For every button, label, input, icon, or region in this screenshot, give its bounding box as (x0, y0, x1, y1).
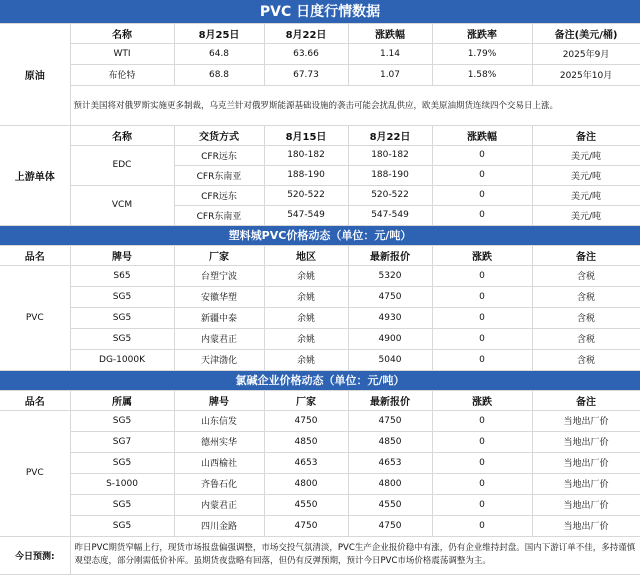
price-change: 0 (432, 145, 532, 165)
ca-col-product: 品名 (0, 390, 70, 410)
crude-change-rate: 1.79% (432, 43, 532, 64)
pc-col-note: 备注 (532, 245, 640, 265)
pc-grade: SG5 (70, 286, 174, 307)
ca-grade: SG7 (70, 431, 174, 452)
pc-note: 含税 (532, 349, 640, 370)
crude-header-row (0, 23, 640, 43)
crude-col-change-rate: 涨跌率 (432, 23, 532, 43)
price-change: 0 (432, 185, 532, 205)
ca-price-a: 4653 (264, 452, 348, 473)
pc-product: PVC (0, 265, 70, 370)
ca-change: 0 (432, 452, 532, 473)
crude-name: WTI (70, 43, 174, 64)
plastic-city-section-title: 塑料城PVC价格动态（单位：元/吨） (0, 225, 640, 245)
pc-col-change: 涨跌 (432, 245, 532, 265)
ca-row (0, 452, 640, 473)
ca-latest-price: 4850 (348, 431, 432, 452)
price-date1: 547-549 (264, 205, 348, 225)
ca-col-note: 备注 (532, 390, 640, 410)
crude-col-change: 涨跌幅 (348, 23, 432, 43)
pc-note: 含税 (532, 265, 640, 286)
delivery-terms: CFR远东 (174, 185, 264, 205)
upstream-col-date2: 8月22日 (348, 125, 432, 145)
page-title: PVC 日度行情数据 (0, 0, 640, 23)
ca-change: 0 (432, 410, 532, 431)
ca-company: 山东信发 (174, 410, 264, 431)
pc-region: 余姚 (264, 265, 348, 286)
pc-col-grade: 牌号 (70, 245, 174, 265)
forecast-row (0, 536, 640, 574)
pc-col-latest-price: 最新报价 (348, 245, 432, 265)
price-date1: 180-182 (264, 145, 348, 165)
ca-price-a: 4550 (264, 494, 348, 515)
pc-latest-price: 5040 (348, 349, 432, 370)
pc-maker: 内蒙君正 (174, 328, 264, 349)
ca-row (0, 473, 640, 494)
monomer-name: EDC (70, 145, 174, 185)
pc-change: 0 (432, 328, 532, 349)
pc-maker: 新疆中泰 (174, 307, 264, 328)
pc-region: 余姚 (264, 286, 348, 307)
upstream-col-date1: 8月15日 (264, 125, 348, 145)
ca-company: 四川金路 (174, 515, 264, 536)
upstream-row (0, 185, 640, 205)
ca-row (0, 494, 640, 515)
pc-note: 含税 (532, 328, 640, 349)
price-change: 0 (432, 165, 532, 185)
unit-note: 美元/吨 (532, 145, 640, 165)
upstream-row (0, 145, 640, 165)
price-change: 0 (432, 205, 532, 225)
ca-price-a: 4750 (264, 410, 348, 431)
price-date2: 547-549 (348, 205, 432, 225)
pc-latest-price: 5320 (348, 265, 432, 286)
delivery-terms: CFR东南亚 (174, 205, 264, 225)
ca-col-latest-price: 最新报价 (348, 390, 432, 410)
price-date1: 188-190 (264, 165, 348, 185)
ca-change: 0 (432, 515, 532, 536)
crude-section-label: 原油 (0, 23, 70, 125)
pc-region: 余姚 (264, 349, 348, 370)
price-date1: 520-522 (264, 185, 348, 205)
pc-change: 0 (432, 307, 532, 328)
pc-col-maker: 厂家 (174, 245, 264, 265)
ca-company: 德州实华 (174, 431, 264, 452)
price-date2: 520-522 (348, 185, 432, 205)
ca-note: 当地出厂价 (532, 452, 640, 473)
ca-latest-price: 4750 (348, 515, 432, 536)
forecast-label: 今日预测: (0, 536, 70, 574)
pc-note: 含税 (532, 286, 640, 307)
ca-col-maker: 厂家 (264, 390, 348, 410)
ca-row (0, 431, 640, 452)
upstream-col-delivery: 交货方式 (174, 125, 264, 145)
ca-grade: SG5 (70, 452, 174, 473)
crude-price-1: 68.8 (174, 64, 264, 85)
pc-row (0, 349, 640, 370)
ca-product: PVC (0, 410, 70, 536)
pc-latest-price: 4900 (348, 328, 432, 349)
pc-grade: SG5 (70, 307, 174, 328)
pc-grade: S65 (70, 265, 174, 286)
unit-note: 美元/吨 (532, 165, 640, 185)
pc-col-region: 地区 (264, 245, 348, 265)
crude-col-date1: 8月25日 (174, 23, 264, 43)
pc-region: 余姚 (264, 328, 348, 349)
crude-col-note: 备注(美元/桶) (532, 23, 640, 43)
ca-note: 当地出厂价 (532, 473, 640, 494)
pc-maker: 安徽华塑 (174, 286, 264, 307)
ca-grade: SG5 (70, 515, 174, 536)
pc-note: 含税 (532, 307, 640, 328)
pc-change: 0 (432, 349, 532, 370)
price-date2: 180-182 (348, 145, 432, 165)
ca-latest-price: 4653 (348, 452, 432, 473)
forecast-text: 昨日PVC期货窄幅上行，现货市场报盘偏强调整，市场交投气氛清淡，PVC生产企业报价稳中有涨，仍有企业维持封盘。国内下游订单不佳，多持谨慎观望态度，部分刚需低价补库。虽期货夜盘略有回落，但仍有反弹预期，预计今日PVC市场价格震荡调整为主。 (70, 536, 640, 574)
plastic-city-header-row (0, 245, 640, 265)
crude-commentary: 预计美国将对俄罗斯实施更多制裁，乌克兰针对俄罗斯能源基础设施的袭击可能会扰乱供应，欧美原油期货连续四个交易日上涨。 (70, 85, 640, 125)
ca-latest-price: 4750 (348, 410, 432, 431)
crude-row-wti (0, 43, 640, 64)
upstream-section-label: 上游单体 (0, 125, 70, 225)
crude-note: 2025年9月 (532, 43, 640, 64)
crude-price-2: 67.73 (264, 64, 348, 85)
ca-row (0, 410, 640, 431)
ca-grade: SG5 (70, 494, 174, 515)
delivery-terms: CFR东南亚 (174, 165, 264, 185)
crude-name: 布伦特 (70, 64, 174, 85)
ca-grade: S-1000 (70, 473, 174, 494)
chlor-alkali-section-title: 氯碱企业价格动态（单位：元/吨） (0, 370, 640, 390)
ca-latest-price: 4550 (348, 494, 432, 515)
crude-col-name: 名称 (70, 23, 174, 43)
unit-note: 美元/吨 (532, 185, 640, 205)
pc-row (0, 307, 640, 328)
ca-change: 0 (432, 473, 532, 494)
upstream-col-note: 备注 (532, 125, 640, 145)
pc-grade: SG5 (70, 328, 174, 349)
crude-price-2: 63.66 (264, 43, 348, 64)
upstream-col-name: 名称 (70, 125, 174, 145)
unit-note: 美元/吨 (532, 205, 640, 225)
ca-price-a: 4800 (264, 473, 348, 494)
pc-maker: 天津渤化 (174, 349, 264, 370)
ca-note: 当地出厂价 (532, 515, 640, 536)
ca-col-change: 涨跌 (432, 390, 532, 410)
price-date2: 188-190 (348, 165, 432, 185)
crude-change-rate: 1.58% (432, 64, 532, 85)
crude-row-brent (0, 64, 640, 85)
ca-note: 当地出厂价 (532, 494, 640, 515)
crude-col-date2: 8月22日 (264, 23, 348, 43)
pc-latest-price: 4930 (348, 307, 432, 328)
pc-region: 余姚 (264, 307, 348, 328)
chlor-alkali-header-row (0, 390, 640, 410)
pc-row (0, 286, 640, 307)
ca-col-grade: 牌号 (174, 390, 264, 410)
crude-change: 1.14 (348, 43, 432, 64)
ca-company: 山西榆社 (174, 452, 264, 473)
ca-company: 齐鲁石化 (174, 473, 264, 494)
pc-row (0, 328, 640, 349)
ca-grade: SG5 (70, 410, 174, 431)
pc-maker: 台塑宁波 (174, 265, 264, 286)
pc-change: 0 (432, 265, 532, 286)
crude-note: 2025年10月 (532, 64, 640, 85)
ca-note: 当地出厂价 (532, 410, 640, 431)
ca-row (0, 515, 640, 536)
upstream-col-change: 涨跌幅 (432, 125, 532, 145)
monomer-name: VCM (70, 185, 174, 225)
pc-grade: DG-1000K (70, 349, 174, 370)
pc-latest-price: 4750 (348, 286, 432, 307)
delivery-terms: CFR远东 (174, 145, 264, 165)
ca-change: 0 (432, 431, 532, 452)
pc-row (0, 265, 640, 286)
ca-price-a: 4850 (264, 431, 348, 452)
ca-change: 0 (432, 494, 532, 515)
ca-col-affiliation: 所属 (70, 390, 174, 410)
crude-note-row (0, 85, 640, 125)
ca-note: 当地出厂价 (532, 431, 640, 452)
ca-latest-price: 4800 (348, 473, 432, 494)
ca-company: 内蒙君正 (174, 494, 264, 515)
crude-price-1: 64.8 (174, 43, 264, 64)
ca-price-a: 4750 (264, 515, 348, 536)
pc-change: 0 (432, 286, 532, 307)
upstream-header-row (0, 125, 640, 145)
crude-change: 1.07 (348, 64, 432, 85)
pc-col-product: 品名 (0, 245, 70, 265)
